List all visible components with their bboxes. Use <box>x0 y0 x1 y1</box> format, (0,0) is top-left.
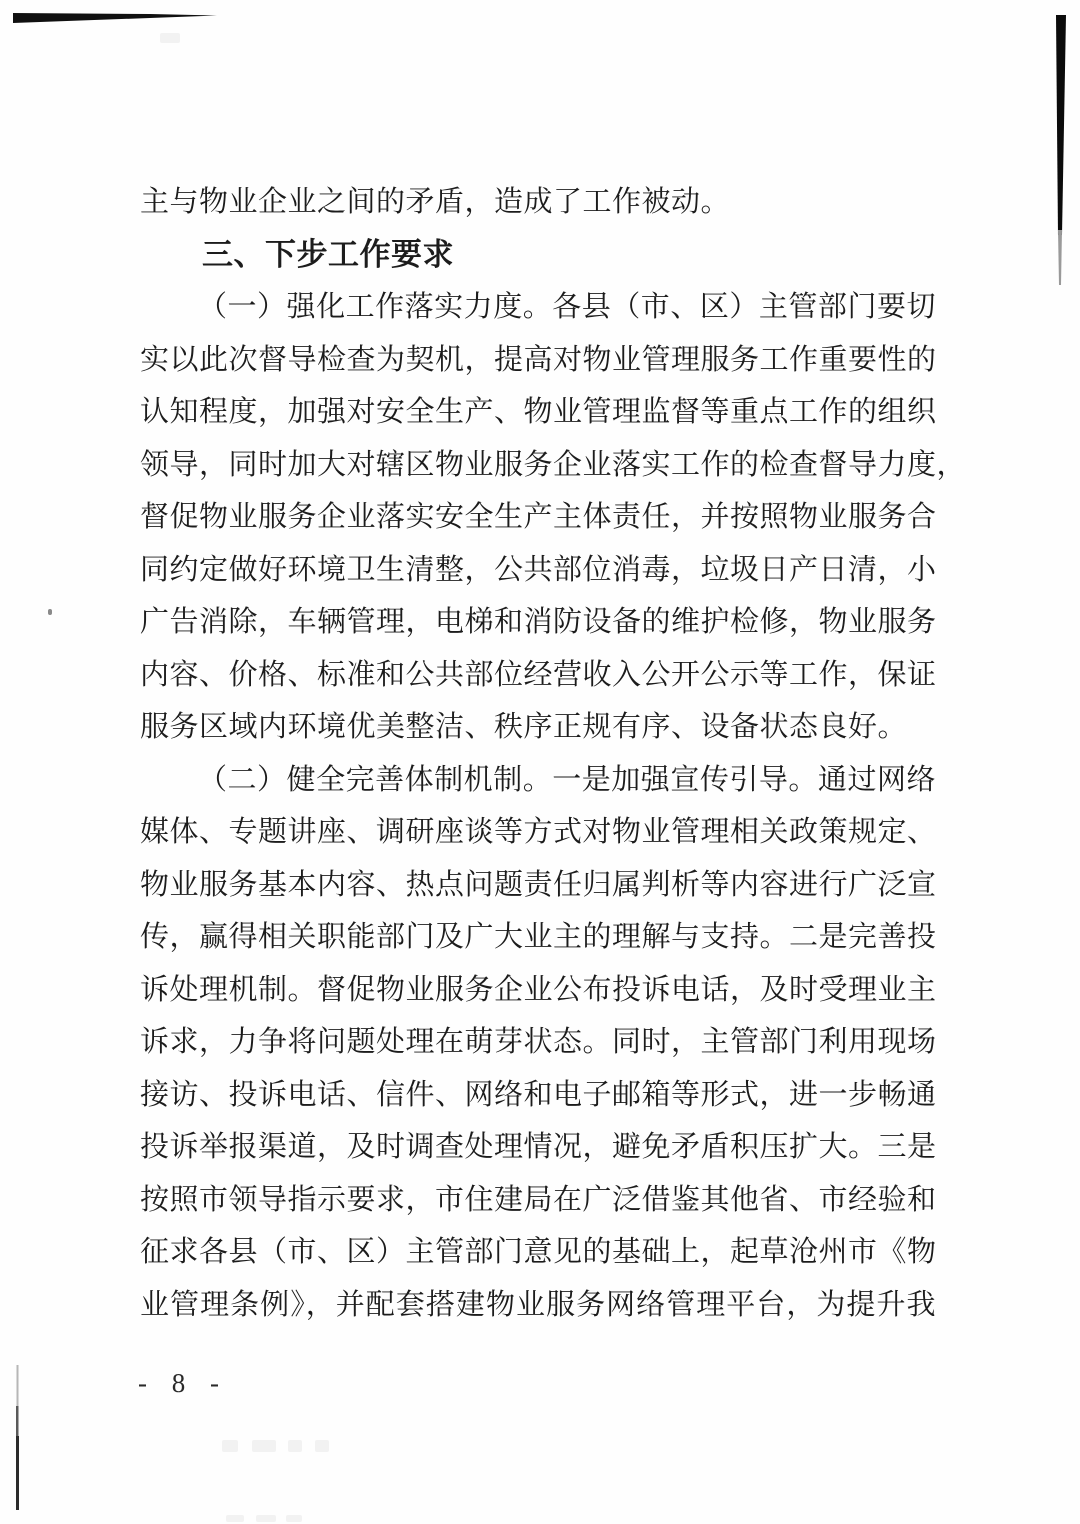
text-line: 服务区域内环境优美整洁、秩序正规有序、设备状态良好。 <box>140 711 908 743</box>
scan-smudge <box>160 33 180 43</box>
scan-smudge <box>315 1440 329 1452</box>
scan-artifact-top-right-bar-fade <box>1058 230 1062 285</box>
text-line: 内容、价格、标准和公共部位经营收入公开公示等工作，保证 <box>140 658 937 691</box>
text-line: 诉求，力争将问题处理在萌芽状态。同时，主管部门利用现场 <box>140 1026 937 1058</box>
scan-smudge <box>226 1515 244 1522</box>
scan-smudge <box>286 1515 302 1522</box>
text-line: 物业服务基本内容、热点问题责任归属判析等内容进行广泛宣 <box>140 868 937 901</box>
text-line: 实以此次督导检查为契机，提高对物业管理服务工作重要性的 <box>140 343 937 376</box>
text-line: 接访、投诉电话、信件、网络和电子邮箱等形式，进一步畅通 <box>140 1078 937 1111</box>
text-line: 主与物业企业之间的矛盾，造成了工作被动。 <box>140 186 731 218</box>
scan-smudge <box>222 1440 238 1452</box>
scan-smudge <box>252 1440 276 1452</box>
document-body <box>140 176 967 1331</box>
text-line: 业管理条例》，并配套搭建物业服务网络管理平台，为提升我 <box>140 1288 936 1321</box>
scan-artifact-top-left-streak <box>13 13 217 23</box>
text-line: （二）健全完善体制机制。一是加强宣传引导。通过网络 <box>198 763 936 796</box>
text-line: 媒体、专题讲座、调研座谈等方式对物业管理相关政策规定、 <box>140 816 937 848</box>
text-line: 认知程度，加强对安全生产、物业管理监督等重点工作的组织 <box>140 396 937 428</box>
text-line: 按照市领导指示要求，市住建局在广泛借鉴其他省、市经验和 <box>140 1183 937 1216</box>
page-number: - 8 - <box>138 1368 228 1398</box>
text-line: 广告消除，车辆管理，电梯和消防设备的维护检修，物业服务 <box>140 606 937 638</box>
section-heading: 三、下步工作要求 <box>202 236 454 272</box>
text-line: 领导，同时加大对辖区物业服务企业落实工作的检查督导力度， <box>140 448 967 481</box>
text-line: （一）强化工作落实力度。各县（市、区）主管部门要切 <box>198 291 936 323</box>
scan-artifact-top-right-bar <box>1056 15 1066 235</box>
scan-artifact-bottom-left-line-light <box>17 1365 19 1408</box>
scan-artifact-bottom-left-line-mid <box>16 1406 19 1438</box>
text-line: 投诉举报渠道，及时调查处理情况，避免矛盾积压扩大。三是 <box>140 1131 937 1163</box>
scan-speck <box>48 609 52 615</box>
text-line: 传，赢得相关职能部门及广大业主的理解与支持。二是完善投 <box>140 921 937 953</box>
text-line: 督促物业服务企业落实安全生产主体责任，并按照物业服务合 <box>140 501 937 533</box>
text-line: 同约定做好环境卫生清整，公共部位消毒，垃圾日产日清，小 <box>140 553 937 586</box>
scan-smudge <box>288 1440 302 1452</box>
scan-artifact-bottom-left-line-dark <box>16 1436 19 1510</box>
text-line: 征求各县（市、区）主管部门意见的基础上，起草沧州市《物 <box>140 1236 937 1268</box>
text-line: 诉处理机制。督促物业服务企业公布投诉电话，及时受理业主 <box>140 973 937 1006</box>
scan-smudge <box>256 1515 276 1522</box>
